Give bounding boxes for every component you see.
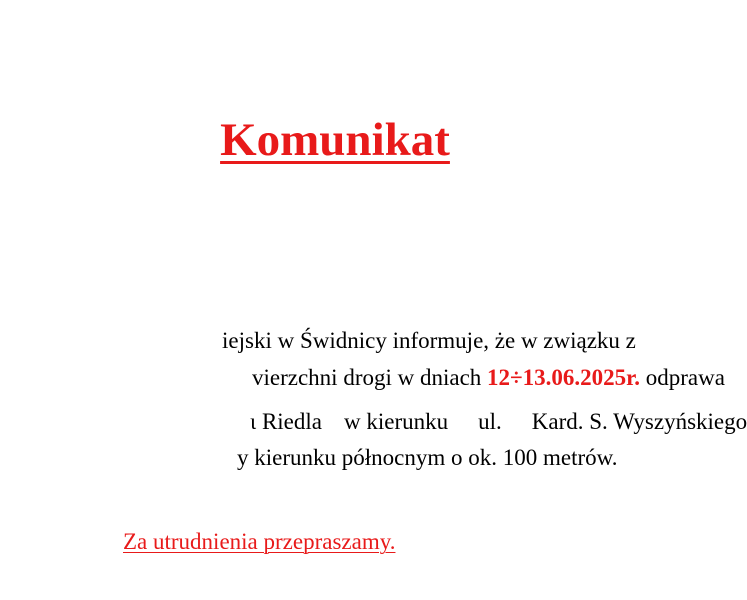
body-line-1: iejski w Świdnicy informuje, że w związku z xyxy=(222,328,636,353)
body-line-4: y kierunku północnym o ok. 100 metrów. xyxy=(237,445,618,470)
announcement-title: Komunikat xyxy=(220,114,450,166)
body-line-3-part-2: w kierunku xyxy=(343,409,449,434)
body-line-3-part-1: ι Riedla xyxy=(250,409,322,434)
body-line-2-start: vierzchni drogi w dniach xyxy=(252,365,488,390)
body-line-3 xyxy=(250,408,747,436)
apology-text: Za utrudnienia przepraszamy. xyxy=(123,529,396,554)
body-line-3-part-3: ul. xyxy=(478,409,502,434)
body-line-2 xyxy=(252,364,725,392)
body-line-2-end: odprawa xyxy=(640,365,725,390)
street-name: Kard. S. Wyszyńskiego xyxy=(531,409,747,434)
closure-dates: 12÷13.06.2025r. xyxy=(487,365,641,390)
